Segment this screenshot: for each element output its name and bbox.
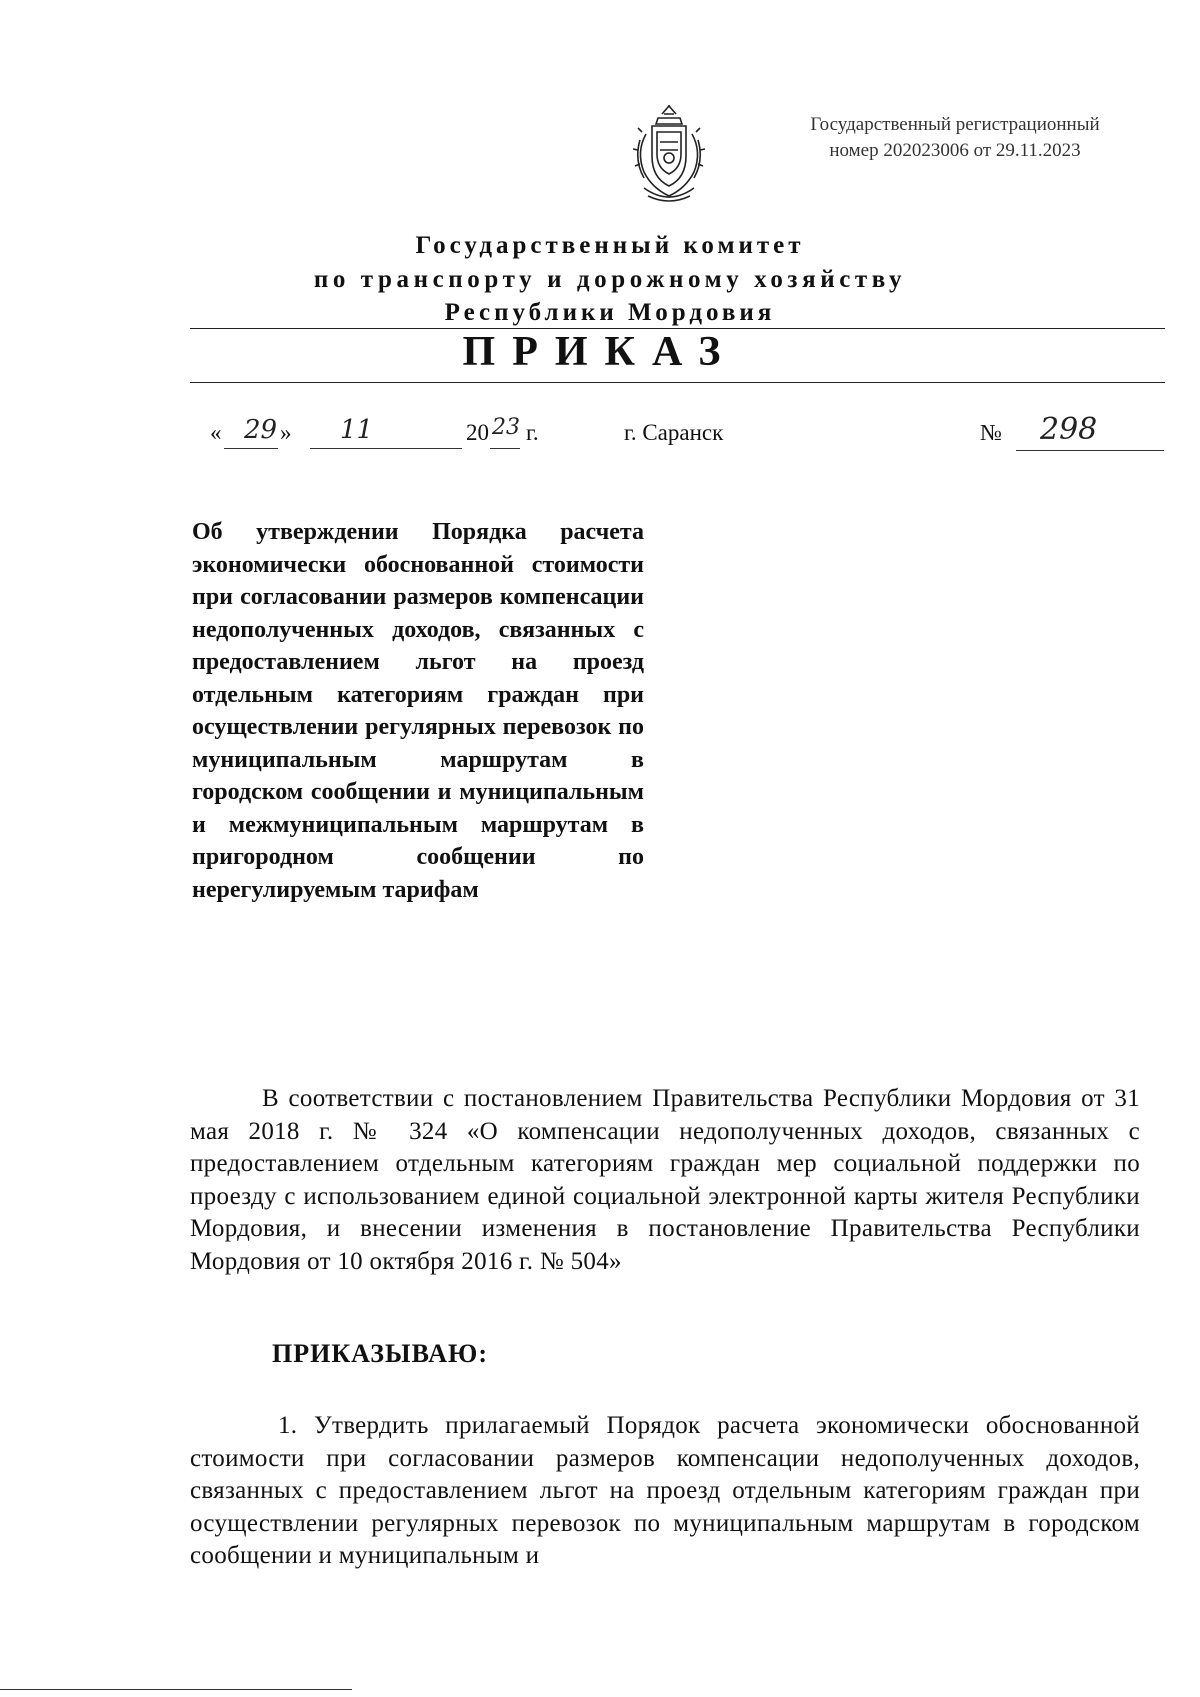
date-day-underline [224,448,278,449]
date-month-underline [310,448,462,449]
number-underline [1016,450,1164,451]
date-open-quote: « [210,420,222,445]
preamble-paragraph: В соответствии с постановлением Правительства Республики Мордовия от 31 мая 2018 г. № 324 «О компенсации недополученных доходов, связанных с предоставлением отдельным категориям граждан мер социальной поддержки по проезду с использованием единой социальной электронной карты жителя Республики Мордовия, и внесении изменения в постановление Правительства Республики Мордовия от 10 октября 2016 г. № 504» [190,1085,1140,1275]
organization-name-line-3: Республики Мордовия [444,299,776,326]
document-type-title: ПРИКАЗ [462,329,738,375]
registration-number [780,112,1130,164]
document-number: 298 [1040,412,1098,447]
document-city: г. Саранск [624,420,724,445]
registration-line-1: Государственный регистрационный [810,114,1100,135]
number-label: № [980,420,1002,445]
date-year-mark: г. [526,420,539,445]
organization-name-line-2: по транспорту и дорожному хозяйству [313,266,907,293]
date-day: 29 [244,415,278,445]
document-subject-title: Об утверждении Порядка расчета экономически обоснованной стоимости при согласовании размеров компенсации недополученных доходов, связанных с предоставлением льгот на проезд отдельным категориям граждан при осуществлении регулярных перевозок по муниципальным маршрутам в городском сообщении и муниципальным и межмуниципальным маршрутам в пригородном сообщении по нерегулируемым тарифам [192,519,644,903]
header-rule-bottom [190,382,1165,383]
order-item-1: 1. Утвердить прилагаемый Порядок расчета экономически обоснованной стоимости при согласовании размеров компенсации недополученных доходов, связанных с предоставлением льгот на проезд отдельным категориям граждан при осуществлении регулярных перевозок по муниципальным маршрутам в городском сообщении и муниципальным и [190,1412,1140,1569]
footnote-rule [0,1689,352,1690]
coat-of-arms-icon [624,104,714,208]
date-close-quote: » [280,420,292,445]
date-year-suffix: 23 [492,415,520,440]
organization-name-line-1: Государственный комитет [415,232,805,259]
order-heading: ПРИКАЗЫВАЮ: [272,1339,488,1368]
date-year-prefix: 20 [466,420,489,445]
date-year-underline [490,448,520,449]
registration-line-2: номер 202023006 от 29.11.2023 [829,140,1081,161]
date-month: 11 [340,415,374,445]
